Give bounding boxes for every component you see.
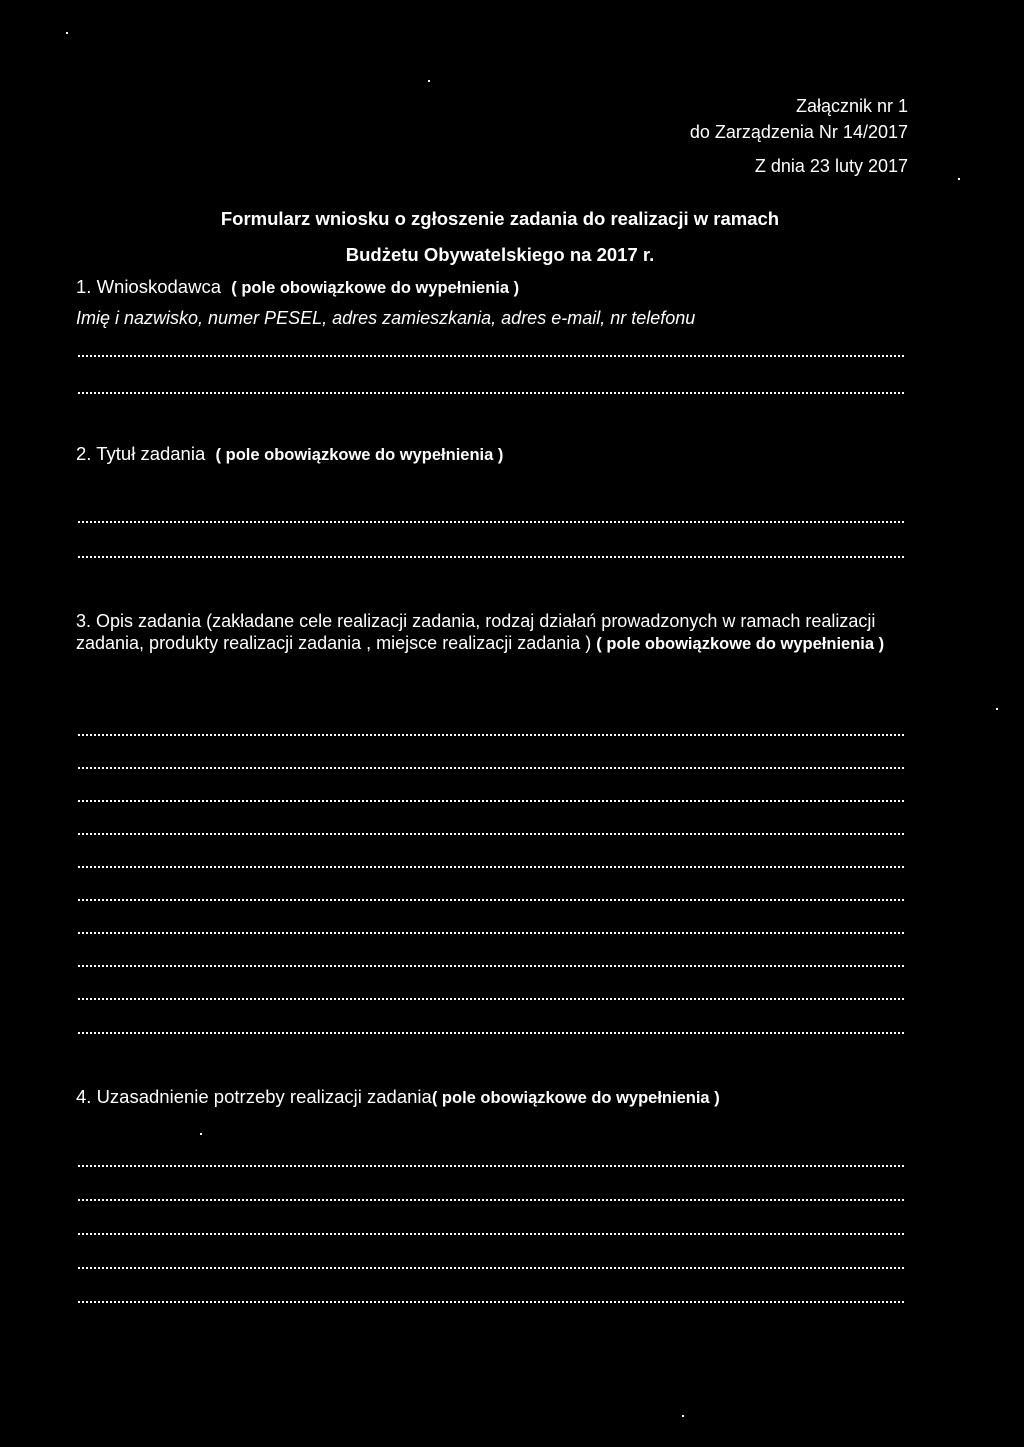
- scan-speck: [958, 178, 960, 180]
- task-title-line-2[interactable]: [78, 556, 904, 558]
- section-1-label: 1. Wnioskodawca: [76, 276, 221, 297]
- justification-line-4[interactable]: [78, 1267, 904, 1269]
- section-1-heading: [76, 276, 519, 298]
- regulation-reference: do Zarządzenia Nr 14/2017: [689, 122, 908, 142]
- form-title-line1: Formularz wniosku o zgłoszenie zadania do realizacji w ramach: [220, 208, 780, 229]
- justification-line-1[interactable]: [78, 1165, 904, 1167]
- scan-speck: [996, 708, 998, 710]
- description-line-1[interactable]: [78, 734, 904, 736]
- attachment-number: Załącznik nr 1: [795, 96, 908, 116]
- section-4-required-note: ( pole obowiązkowe do wypełnienia ): [431, 1089, 720, 1107]
- applicant-line-1[interactable]: [78, 355, 904, 357]
- section-3-label: 3. Opis zadania (zakładane cele realizacji zadania, rodzaj działań prowadzonych w ramach realizacji zadania, produkty realizacji zadania , miejsce realizacji zadania ): [76, 611, 876, 653]
- regulation-date: Z dnia 23 luty 2017: [754, 156, 908, 176]
- applicant-line-2[interactable]: [78, 392, 904, 394]
- section-3-required-note: ( pole obowiązkowe do wypełnienia ): [596, 635, 885, 653]
- description-line-3[interactable]: [78, 800, 904, 802]
- description-line-5[interactable]: [78, 866, 904, 868]
- form-title-line2: Budżetu Obywatelskiego na 2017 r.: [345, 244, 655, 265]
- description-line-6[interactable]: [78, 899, 904, 901]
- justification-line-2[interactable]: [78, 1199, 904, 1201]
- description-line-10[interactable]: [78, 1032, 904, 1034]
- section-2-label: 2. Tytuł zadania: [76, 443, 206, 464]
- section-2-required-note: ( pole obowiązkowe do wypełnienia ): [215, 446, 504, 464]
- scan-speck: [682, 1415, 684, 1417]
- scan-speck: [66, 32, 68, 34]
- section-4-heading: [76, 1086, 720, 1108]
- section-1-required-note: ( pole obowiązkowe do wypełnienia ): [231, 279, 520, 297]
- justification-line-5[interactable]: [78, 1301, 904, 1303]
- scan-speck: [200, 1133, 202, 1135]
- section-2-heading: [76, 443, 503, 465]
- description-line-4[interactable]: [78, 833, 904, 835]
- section-4-label: 4. Uzasadnienie potrzeby realizacji zadania: [76, 1086, 432, 1107]
- scan-speck: [428, 80, 430, 82]
- section-1-hint: Imię i nazwisko, numer PESEL, adres zamieszkania, adres e-mail, nr telefonu: [76, 308, 696, 328]
- description-line-8[interactable]: [78, 965, 904, 967]
- task-title-line-1[interactable]: [78, 521, 904, 523]
- description-line-7[interactable]: [78, 932, 904, 934]
- justification-line-3[interactable]: [78, 1233, 904, 1235]
- description-line-9[interactable]: [78, 998, 904, 1000]
- section-3-heading: [76, 610, 916, 655]
- description-line-2[interactable]: [78, 767, 904, 769]
